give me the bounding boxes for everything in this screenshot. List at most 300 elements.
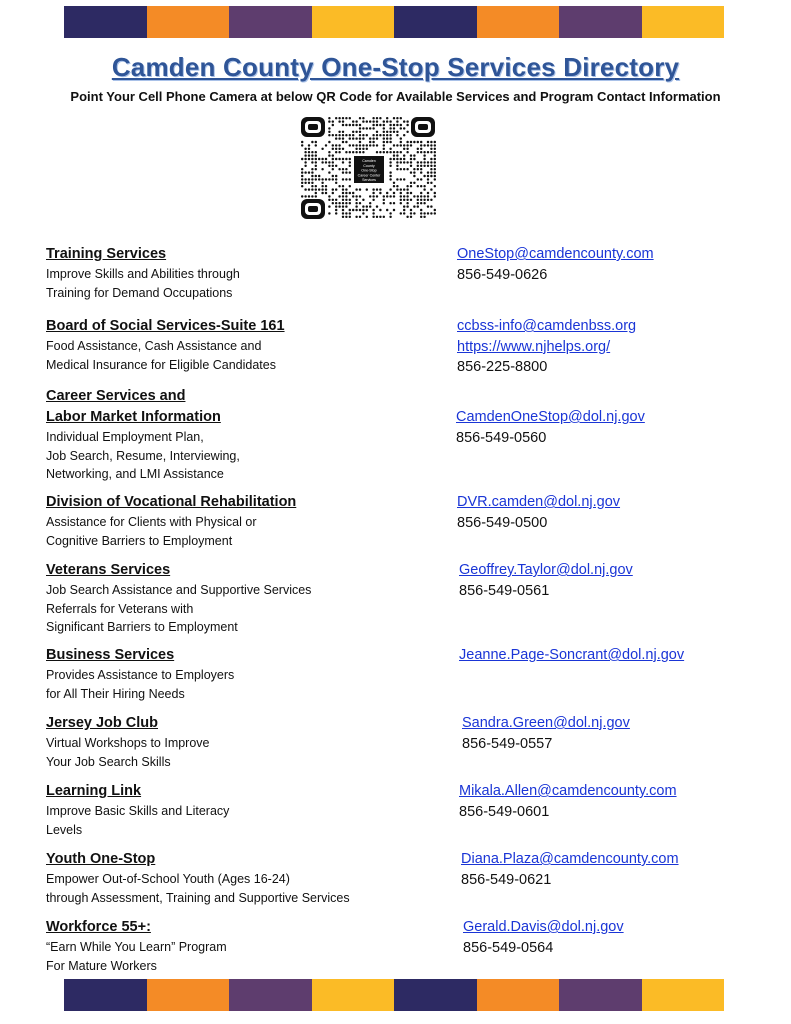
qr-module	[311, 161, 313, 163]
email-link[interactable]: OneStop@camdencounty.com	[457, 246, 654, 262]
qr-module	[345, 171, 347, 173]
qr-module	[383, 134, 385, 136]
qr-module	[335, 165, 337, 167]
qr-module	[349, 161, 351, 163]
qr-module	[372, 216, 374, 218]
qr-module	[403, 120, 405, 122]
qr-module	[434, 185, 436, 187]
qr-module	[420, 185, 422, 187]
qr-module	[315, 178, 317, 180]
qr-module	[342, 178, 344, 180]
qr-module	[335, 212, 337, 214]
qr-module	[396, 168, 398, 170]
qr-module	[417, 195, 419, 197]
qr-module	[366, 188, 368, 190]
qr-module	[400, 124, 402, 126]
qr-module	[413, 154, 415, 156]
qr-module	[410, 144, 412, 146]
qr-module	[386, 120, 388, 122]
qr-module	[403, 188, 405, 190]
qr-module	[308, 148, 310, 150]
qr-module	[417, 141, 419, 143]
qr-module	[372, 192, 374, 194]
qr-module	[332, 188, 334, 190]
qr-module	[349, 202, 351, 204]
qr-module	[430, 205, 432, 207]
qr-module	[427, 192, 429, 194]
qr-module	[332, 178, 334, 180]
qr-module	[301, 195, 303, 197]
qr-module	[420, 141, 422, 143]
qr-module	[423, 154, 425, 156]
qr-module	[403, 212, 405, 214]
qr-module	[389, 171, 391, 173]
qr-module	[345, 192, 347, 194]
qr-module	[427, 205, 429, 207]
qr-module	[342, 171, 344, 173]
section-heading: Workforce 55+:	[46, 919, 151, 935]
qr-module	[410, 171, 412, 173]
qr-module	[413, 205, 415, 207]
phone-number: 856-549-0561	[459, 582, 550, 599]
qr-module	[328, 165, 330, 167]
email-link[interactable]: Geoffrey.Taylor@dol.nj.gov	[459, 562, 633, 578]
qr-module	[349, 117, 351, 119]
qr-module	[328, 134, 330, 136]
qr-module	[355, 144, 357, 146]
qr-module	[321, 148, 323, 150]
qr-module	[321, 178, 323, 180]
section-description: Improve Basic Skills and Literacy	[46, 804, 230, 818]
qr-module	[403, 209, 405, 211]
qr-module	[434, 165, 436, 167]
qr-module	[410, 154, 412, 156]
qr-module	[301, 175, 303, 177]
qr-module	[315, 141, 317, 143]
section-description: Networking, and LMI Assistance	[46, 467, 224, 481]
qr-module	[430, 161, 432, 163]
qr-module	[396, 151, 398, 153]
bottom-color-stripe	[64, 979, 724, 1011]
qr-module	[423, 158, 425, 160]
qr-module	[332, 199, 334, 201]
stripe-segment	[477, 6, 560, 38]
qr-module	[400, 192, 402, 194]
qr-module	[328, 171, 330, 173]
qr-module	[342, 120, 344, 122]
qr-module	[315, 161, 317, 163]
qr-module	[328, 127, 330, 129]
qr-module	[335, 151, 337, 153]
phone-number: 856-225-8800	[457, 359, 548, 375]
qr-module	[308, 171, 310, 173]
qr-module	[304, 171, 306, 173]
phone-number: 856-549-0557	[462, 735, 553, 752]
qr-module	[406, 124, 408, 126]
qr-module	[345, 195, 347, 197]
qr-module	[376, 124, 378, 126]
section-heading: Training Services	[46, 246, 167, 262]
qr-module	[338, 151, 340, 153]
email-link[interactable]: ccbss-info@camdenbss.org	[457, 318, 637, 334]
qr-module	[328, 205, 330, 207]
qr-module	[362, 148, 364, 150]
qr-module	[393, 202, 395, 204]
qr-module	[396, 131, 398, 133]
qr-module	[400, 151, 402, 153]
qr-module	[308, 178, 310, 180]
qr-module	[315, 192, 317, 194]
qr-module	[427, 151, 429, 153]
qr-module	[355, 202, 357, 204]
qr-module	[301, 171, 303, 173]
qr-module	[335, 137, 337, 139]
qr-module	[389, 202, 391, 204]
service-section	[46, 492, 746, 550]
qr-module	[396, 144, 398, 146]
email-link[interactable]: CamdenOneStop@dol.nj.gov	[456, 409, 645, 425]
phone-number: 856-549-0626	[457, 266, 548, 283]
qr-module	[321, 161, 323, 163]
email-link[interactable]: Jeanne.Page-Soncrant@dol.nj.gov	[459, 647, 685, 663]
qr-module	[406, 205, 408, 207]
qr-module	[359, 148, 361, 150]
qr-module	[342, 148, 344, 150]
qr-module	[338, 137, 340, 139]
qr-module	[403, 199, 405, 201]
stripe-segment	[559, 979, 642, 1011]
qr-module	[328, 178, 330, 180]
qr-module	[376, 195, 378, 197]
qr-module	[430, 199, 432, 201]
qr-module	[376, 216, 378, 218]
qr-module	[349, 216, 351, 218]
qr-module	[379, 188, 381, 190]
qr-module	[335, 175, 337, 177]
qr-module	[338, 131, 340, 133]
qr-module	[301, 182, 303, 184]
qr-module	[430, 175, 432, 177]
qr-module	[342, 158, 344, 160]
qr-module	[325, 158, 327, 160]
qr-module	[349, 124, 351, 126]
qr-module	[325, 178, 327, 180]
qr-module	[396, 124, 398, 126]
qr-module	[335, 182, 337, 184]
qr-module	[311, 175, 313, 177]
qr-module	[369, 195, 371, 197]
qr-module	[389, 134, 391, 136]
qr-module	[420, 168, 422, 170]
section-heading: Learning Link	[46, 783, 142, 799]
qr-module	[311, 158, 313, 160]
section-description: for All Their Hiring Needs	[46, 686, 185, 701]
qr-module	[400, 127, 402, 129]
qr-module	[406, 161, 408, 163]
qr-module	[349, 134, 351, 136]
qr-module	[406, 192, 408, 194]
qr-module	[383, 151, 385, 153]
section-description: Assistance for Clients with Physical or	[46, 515, 257, 529]
stripe-segment	[642, 6, 725, 38]
qr-module	[335, 178, 337, 180]
section-heading: Division of Vocational Rehabilitation	[46, 494, 297, 510]
qr-module	[342, 185, 344, 187]
phone-number: 856-549-0621	[461, 871, 552, 888]
qr-module	[386, 117, 388, 119]
stripe-segment	[147, 979, 230, 1011]
qr-module	[403, 161, 405, 163]
top-color-stripe	[64, 6, 724, 38]
qr-module	[427, 199, 429, 201]
qr-module	[321, 168, 323, 170]
qr-module	[335, 158, 337, 160]
qr-module	[355, 124, 357, 126]
email-link[interactable]: Sandra.Green@dol.nj.gov	[462, 715, 630, 731]
qr-module	[406, 131, 408, 133]
qr-module	[328, 199, 330, 201]
qr-module	[342, 124, 344, 126]
qr-module	[420, 192, 422, 194]
qr-module	[376, 144, 378, 146]
email-link[interactable]: Gerald.Davis@dol.nj.gov	[463, 919, 624, 935]
qr-module	[420, 212, 422, 214]
qr-module	[386, 151, 388, 153]
qr-module	[376, 117, 378, 119]
qr-module	[345, 158, 347, 160]
qr-module	[345, 199, 347, 201]
qr-module	[413, 168, 415, 170]
qr-module	[362, 209, 364, 211]
qr-module	[410, 212, 412, 214]
qr-module	[420, 148, 422, 150]
qr-module	[349, 158, 351, 160]
qr-module	[372, 124, 374, 126]
qr-module	[413, 182, 415, 184]
qr-module	[413, 195, 415, 197]
qr-module	[417, 165, 419, 167]
qr-module	[332, 192, 334, 194]
section-description: Provides Assistance to Employers	[46, 668, 235, 682]
qr-module	[420, 165, 422, 167]
qr-module	[366, 209, 368, 211]
qr-module	[345, 178, 347, 180]
qr-module	[338, 158, 340, 160]
qr-module	[396, 161, 398, 163]
qr-module	[338, 134, 340, 136]
qr-module	[304, 165, 306, 167]
qr-module	[349, 212, 351, 214]
qr-module	[393, 158, 395, 160]
qr-module	[423, 212, 425, 214]
qr-module	[328, 117, 330, 119]
email-link[interactable]: DVR.camden@dol.nj.gov	[457, 494, 621, 510]
qr-module	[335, 134, 337, 136]
qr-module	[369, 205, 371, 207]
qr-module	[427, 141, 429, 143]
qr-module	[434, 151, 436, 153]
qr-module	[410, 182, 412, 184]
qr-module	[389, 127, 391, 129]
qr-module	[430, 144, 432, 146]
qr-module	[349, 165, 351, 167]
qr-module	[406, 144, 408, 146]
qr-module	[379, 192, 381, 194]
qr-module	[335, 202, 337, 204]
qr-module	[304, 188, 306, 190]
phone-number: 856-549-0560	[456, 429, 547, 446]
qr-module	[389, 158, 391, 160]
stripe-segment	[642, 979, 725, 1011]
qr-module	[393, 127, 395, 129]
qr-module	[352, 134, 354, 136]
qr-module	[318, 178, 320, 180]
qr-module	[362, 117, 364, 119]
qr-module	[406, 188, 408, 190]
qr-module	[311, 178, 313, 180]
qr-module	[318, 188, 320, 190]
qr-module	[403, 148, 405, 150]
qr-module	[308, 144, 310, 146]
qr-module	[406, 141, 408, 143]
qr-module	[403, 127, 405, 129]
qr-module	[355, 148, 357, 150]
qr-module	[335, 188, 337, 190]
email-link[interactable]: Mikala.Allen@camdencounty.com	[459, 783, 677, 799]
qr-module	[417, 199, 419, 201]
qr-module	[434, 168, 436, 170]
qr-module	[328, 120, 330, 122]
qr-module	[434, 212, 436, 214]
qr-module	[406, 195, 408, 197]
email-link[interactable]: Diana.Plaza@camdencounty.com	[461, 851, 679, 867]
qr-module	[410, 216, 412, 218]
qr-module	[342, 141, 344, 143]
qr-module	[362, 134, 364, 136]
qr-module	[342, 216, 344, 218]
qr-module	[315, 195, 317, 197]
section-description: Significant Barriers to Employment	[46, 620, 238, 634]
phone-number: 856-549-0601	[459, 803, 550, 820]
qr-module	[400, 117, 402, 119]
qr-module	[308, 154, 310, 156]
qr-module	[406, 148, 408, 150]
qr-module	[349, 171, 351, 173]
qr-module	[335, 209, 337, 211]
qr-module	[423, 199, 425, 201]
section-heading: Youth One-Stop	[46, 851, 156, 867]
qr-module	[352, 120, 354, 122]
qr-module	[434, 158, 436, 160]
qr-module	[342, 202, 344, 204]
stripe-segment	[312, 979, 395, 1011]
website-link[interactable]: https://www.njhelps.org/	[457, 338, 611, 355]
qr-module	[427, 171, 429, 173]
qr-module	[355, 137, 357, 139]
qr-module	[342, 188, 344, 190]
qr-module	[423, 151, 425, 153]
qr-module	[325, 161, 327, 163]
qr-module	[349, 209, 351, 211]
qr-module	[386, 195, 388, 197]
qr-finder-bottom-left	[301, 199, 325, 219]
qr-module	[332, 168, 334, 170]
qr-module	[352, 124, 354, 126]
qr-module	[383, 120, 385, 122]
page-subtitle: Point Your Cell Phone Camera at below QR Code for Available Services and Program Contact Information	[70, 89, 721, 104]
qr-module	[427, 165, 429, 167]
qr-module	[342, 168, 344, 170]
page-title: Camden County One-Stop Services Directory	[111, 52, 680, 82]
section-description: For Mature Workers	[46, 958, 157, 973]
qr-module	[359, 131, 361, 133]
qr-module	[400, 178, 402, 180]
qr-module	[369, 141, 371, 143]
qr-module	[321, 182, 323, 184]
qr-module	[349, 137, 351, 139]
section-heading: Jersey Job Club	[46, 715, 159, 731]
qr-module	[311, 182, 313, 184]
qr-module	[389, 178, 391, 180]
qr-module	[420, 209, 422, 211]
qr-module	[400, 202, 402, 204]
qr-module	[362, 205, 364, 207]
qr-module	[355, 199, 357, 201]
qr-module	[383, 144, 385, 146]
qr-module	[359, 195, 361, 197]
qr-module	[362, 127, 364, 129]
qr-module	[338, 148, 340, 150]
qr-code[interactable]	[300, 116, 436, 220]
qr-module	[352, 144, 354, 146]
qr-module	[389, 124, 391, 126]
qr-module	[417, 178, 419, 180]
qr-module	[434, 144, 436, 146]
qr-module	[332, 148, 334, 150]
qr-module	[335, 205, 337, 207]
qr-module	[427, 161, 429, 163]
qr-module	[362, 137, 364, 139]
qr-module	[417, 202, 419, 204]
qr-module	[342, 117, 344, 119]
qr-module	[386, 192, 388, 194]
qr-module	[328, 154, 330, 156]
qr-module	[359, 134, 361, 136]
qr-module	[349, 144, 351, 146]
qr-module	[301, 185, 303, 187]
qr-module	[389, 151, 391, 153]
qr-module	[406, 185, 408, 187]
qr-module	[423, 202, 425, 204]
qr-module	[332, 124, 334, 126]
qr-module	[389, 216, 391, 218]
qr-module	[342, 195, 344, 197]
qr-module	[311, 188, 313, 190]
qr-module	[345, 151, 347, 153]
service-section	[46, 917, 746, 975]
qr-module	[400, 168, 402, 170]
qr-module	[335, 148, 337, 150]
section-description: Empower Out-of-School Youth (Ages 16-24)	[46, 872, 290, 886]
phone-number: 856-549-0564	[463, 939, 554, 956]
qr-module	[434, 161, 436, 163]
qr-module	[328, 141, 330, 143]
qr-module	[359, 144, 361, 146]
qr-module	[410, 209, 412, 211]
qr-module	[393, 124, 395, 126]
qr-module	[417, 168, 419, 170]
qr-module	[427, 178, 429, 180]
